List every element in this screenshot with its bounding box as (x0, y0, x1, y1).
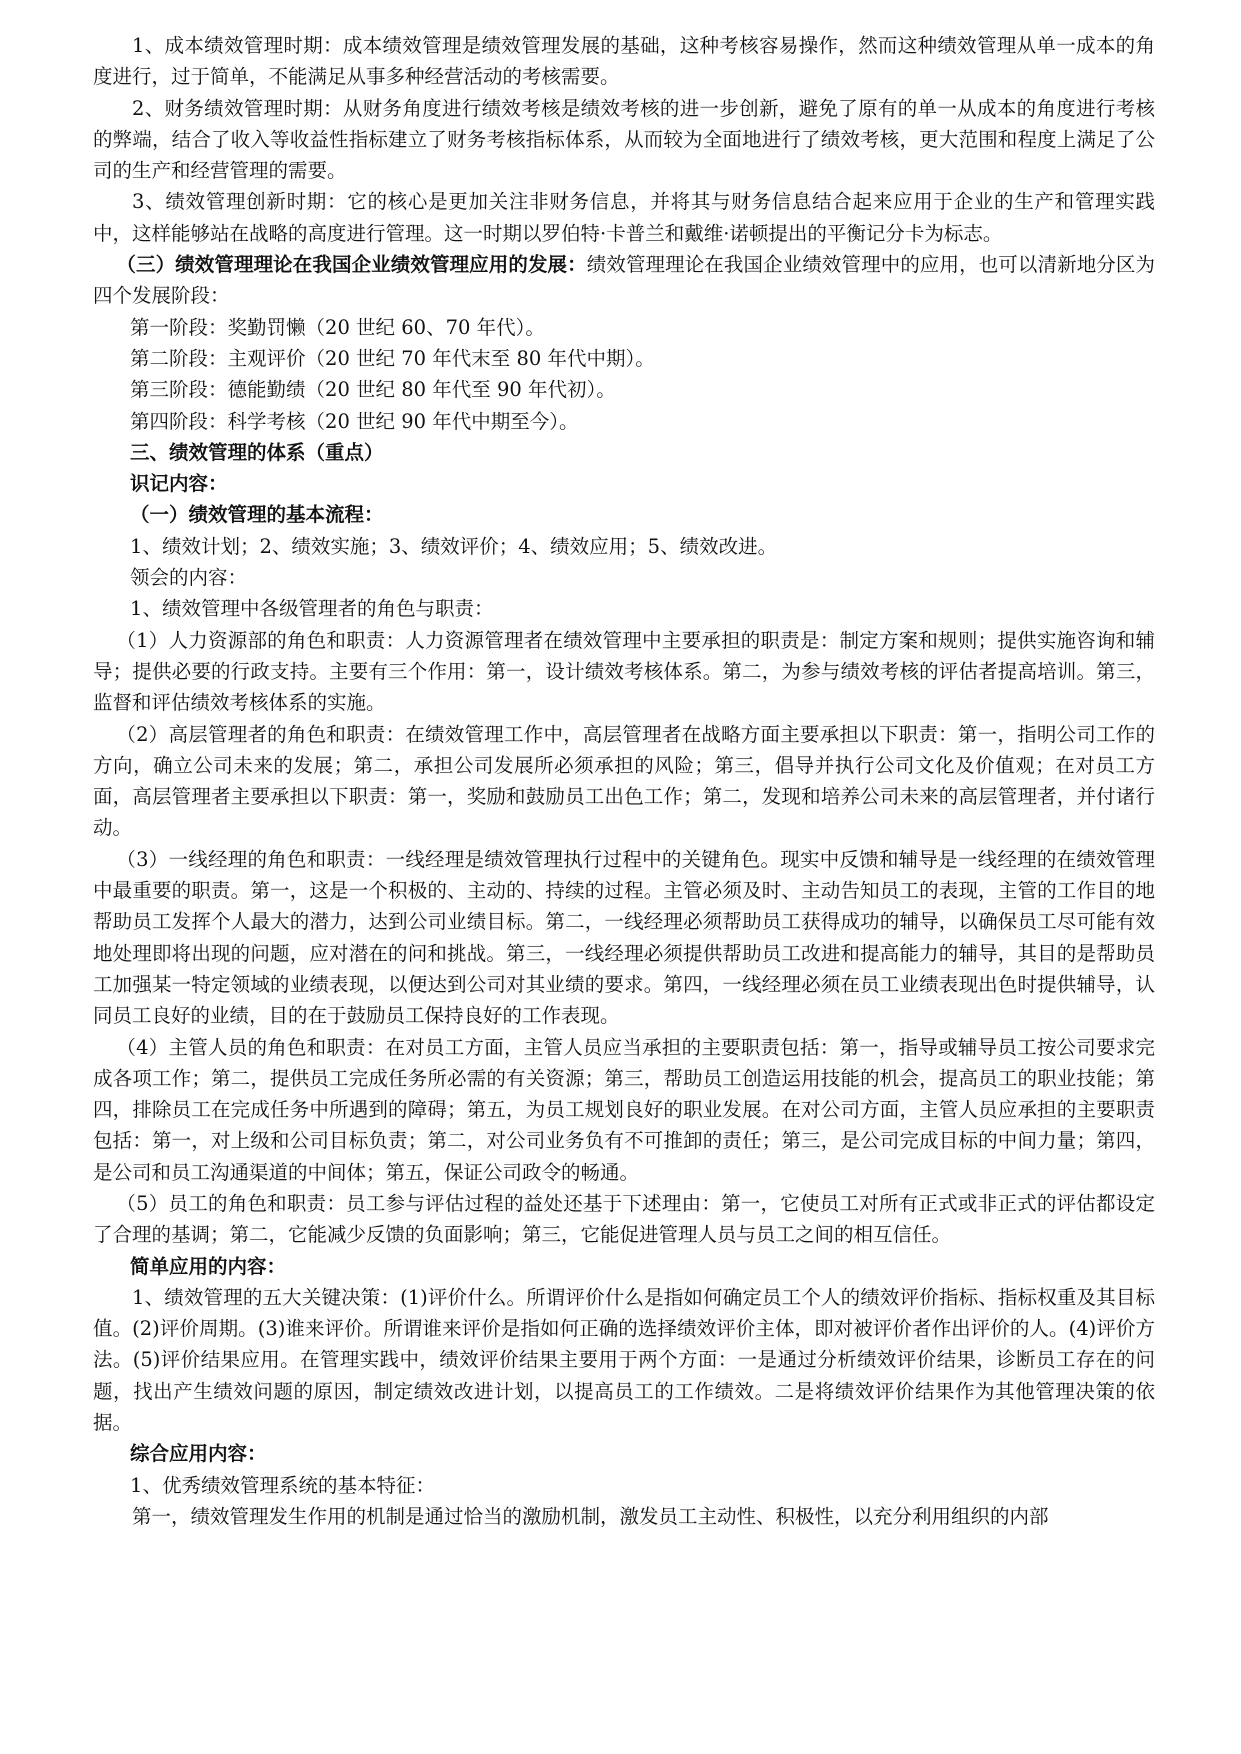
paragraph (93, 562, 1155, 593)
paragraph-text: （1）人力资源部的角色和职责：人力资源管理者在绩效管理中主要承担的职责是：制定方案和规则；提供实施咨询和辅导；提供必要的行政支持。主要有三个作用：第一，设计绩效考核体系。第二，为参与绩效考核的评估者提高培训。第三，监督和评估绩效考核体系的实施。 (93, 628, 1155, 715)
paragraph-text: （2）高层管理者的角色和职责：在绩效管理工作中，高层管理者在战略方面主要承担以下职责：第一，指明公司工作的方向，确立公司未来的发展；第二，承担公司发展所必须承担的风险；第三，倡导并执行公司文化及价值观；在对员工方面，高层管理者主要承担以下职责：第一，奖励和鼓励员工出色工作；第二，发现和培养公司未来的高层管理者，并付诸行动。 (93, 722, 1155, 840)
paragraph-text: 第三阶段：德能勤绩（20 世纪 80 年代至 90 年代初）。 (130, 378, 616, 402)
paragraph (93, 625, 1155, 719)
paragraph (93, 406, 1155, 437)
paragraph-text: 第四阶段：科学考核（20 世纪 90 年代中期至今）。 (130, 409, 579, 433)
paragraph (93, 468, 1155, 499)
paragraph (93, 30, 1155, 93)
paragraph-text: 第二阶段：主观评价（20 世纪 70 年代末至 80 年代中期）。 (130, 346, 655, 370)
paragraph (93, 1470, 1155, 1501)
paragraph-text: （5）员工的角色和职责：员工参与评估过程的益处还基于下述理由：第一，它使员工对所有正式或非正式的评估都设定了合理的基调；第二，它能减少反馈的负面影响；第三，它能促进管理人员与员工之间的相互信任。 (93, 1191, 1155, 1247)
paragraph-text: 绩效管理理论在我国企业绩效管理中的应用，也可以清新地分区为四个发展阶段： (93, 253, 1155, 308)
paragraph (93, 1032, 1155, 1188)
document-body (93, 30, 1155, 1532)
paragraph-text: 1、成本绩效管理时期：成本绩效管理是绩效管理发展的基础，这种考核容易操作，然而这种绩效管理从单一成本的角度进行，过于简单，不能满足从事多种经营活动的考核需要。 (93, 34, 1155, 89)
paragraph-text: 领会的内容： (130, 566, 248, 590)
paragraph-text: 1、绩效计划；2、绩效实施；3、绩效评价；4、绩效应用；5、绩效改进。 (130, 534, 778, 558)
bold-heading: 三、绩效管理的体系（重点） (130, 440, 384, 464)
paragraph-text: 3、绩效管理创新时期：它的核心是更加关注非财务信息，并将其与财务信息结合起来应用于企业的生产和管理实践中，这样能够站在战略的高度进行管理。这一时期以罗伯特·卡普兰和戴维·诺顿提出的平衡记分卡为标志。 (93, 190, 1155, 245)
paragraph (93, 719, 1155, 844)
paragraph (93, 437, 1155, 468)
paragraph (93, 93, 1155, 187)
paragraph-text: （4）主管人员的角色和职责：在对员工方面，主管人员应当承担的主要职责包括：第一，指导或辅导员工按公司要求完成各项工作；第二，提供员工完成任务所必需的有关资源；第三，帮助员工创造运用技能的机会，提高员工的职业技能；第四，排除员工在完成任务中所遇到的障碍；第五，为员工规划良好的职业发展。在对公司方面，主管人员应承担的主要职责包括：第一，对上级和公司目标负责；第二，对公司业务负有不可推卸的责任；第三，是公司完成目标的中间力量；第四，是公司和员工沟通渠道的中间体；第五，保证公司政令的畅通。 (93, 1035, 1155, 1184)
bold-heading: （一）绩效管理的基本流程： (130, 503, 384, 527)
paragraph-text: 2、财务绩效管理时期：从财务角度进行绩效考核是绩效考核的进一步创新，避免了原有的单一从成本的角度进行考核的弊端，结合了收入等收益性指标建立了财务考核指标体系，从而较为全面地进行了绩效考核，更大范围和程度上满足了公司的生产和经营管理的需要。 (93, 96, 1155, 183)
paragraph (93, 1438, 1155, 1469)
paragraph (93, 1501, 1155, 1532)
paragraph (93, 186, 1155, 249)
paragraph (93, 593, 1155, 624)
paragraph (93, 312, 1155, 343)
paragraph-text: 1、绩效管理中各级管理者的角色与职责： (130, 597, 494, 621)
paragraph-text: （3）一线经理的角色和职责：一线经理是绩效管理执行过程中的关键角色。现实中反馈和辅导是一线经理的在绩效管理中最重要的职责。第一，这是一个积极的、主动的、持续的过程。主管必须及时、主动告知员工的表现，主管的工作目的地帮助员工发挥个人最大的潜力，达到公司业绩目标。第二，一线经理必须帮助员工获得成功的辅导，以确保员工尽可能有效地处理即将出现的问题，应对潜在的问和挑战。第三，一线经理必须提供帮助员工改进和提高能力的辅导，其目的是帮助员工加强某一特定领域的业绩表现，以便达到公司对其业绩的要求。第四，一线经理必须在员工业绩表现出色时提供辅导，认同员工良好的业绩，目的在于鼓励员工保持良好的工作表现。 (93, 847, 1155, 1028)
bold-heading: 综合应用内容： (130, 1442, 267, 1466)
paragraph (93, 374, 1155, 405)
bold-heading: 识记内容： (130, 472, 228, 496)
paragraph-text: 第一阶段：奖勤罚懒（20 世纪 60、70 年代）。 (130, 315, 545, 339)
paragraph (93, 249, 1155, 312)
paragraph-text: 第一，绩效管理发生作用的机制是通过恰当的激励机制，激发员工主动性、积极性，以充分利用组织的内部 (132, 1504, 1049, 1528)
paragraph (93, 1188, 1155, 1251)
paragraph (93, 343, 1155, 374)
bold-heading: （三）绩效管理理论在我国企业绩效管理应用的发展： (116, 253, 587, 277)
paragraph-text: 1、优秀绩效管理系统的基本特征： (130, 1473, 435, 1497)
paragraph (93, 1251, 1155, 1282)
paragraph (93, 499, 1155, 530)
bold-heading: 简单应用的内容： (130, 1254, 287, 1278)
paragraph (93, 531, 1155, 562)
paragraph (93, 844, 1155, 1032)
paragraph-text: 1、绩效管理的五大关键决策：(1)评价什么。所谓评价什么是指如何确定员工个人的绩效评价指标、指标权重及其目标值。(2)评价周期。(3)谁来评价。所谓谁来评价是指如何正确的选择绩效评价主体，即对被评价者作出评价的人。(4)评价方法。(5)评价结果应用。在管理实践中，绩效评价结果主要用于两个方面：一是通过分析绩效评价结果，诊断员工存在的问题，找出产生绩效问题的原因，制定绩效改进计划，以提高员工的工作绩效。二是将绩效评价结果作为其他管理决策的依据。 (93, 1285, 1155, 1435)
paragraph (93, 1282, 1155, 1438)
